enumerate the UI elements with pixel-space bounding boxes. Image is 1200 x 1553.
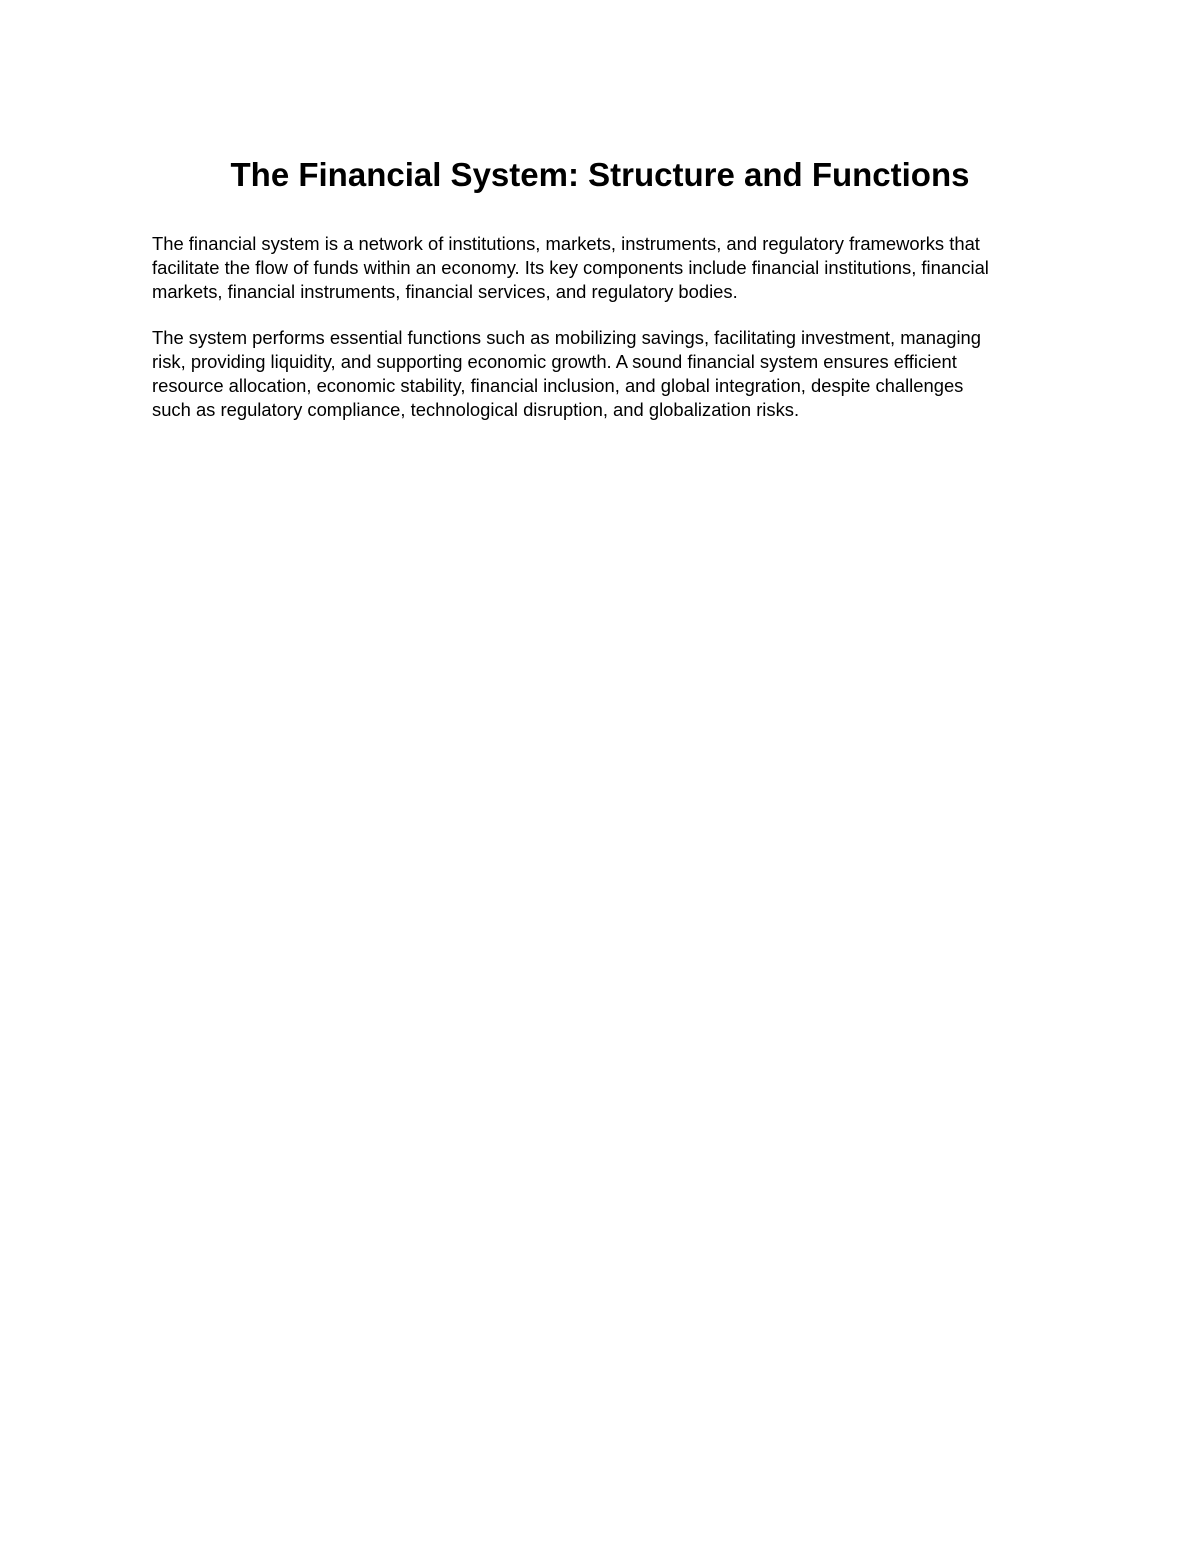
paragraph-line: markets, financial instruments, financial services, and regulatory bodies.: [152, 281, 738, 302]
paragraph-line: resource allocation, economic stability, financial inclusion, and global integration, despite challenges: [152, 375, 964, 396]
document-title: The Financial System: Structure and Functions: [230, 156, 970, 193]
paragraph-financial-system-definition: [152, 232, 1057, 304]
paragraph-line: The financial system is a network of institutions, markets, instruments, and regulatory frameworks that: [152, 233, 980, 254]
paragraph-line: risk, providing liquidity, and supporting economic growth. A sound financial system ensures efficient: [152, 351, 957, 372]
paragraph-line: such as regulatory compliance, technological disruption, and globalization risks.: [152, 399, 800, 420]
paragraph-line: The system performs essential functions such as mobilizing savings, facilitating investment, managing: [152, 327, 981, 348]
paragraph-line: facilitate the flow of funds within an economy. Its key components include financial institutions, financial: [152, 257, 989, 278]
paragraph-financial-system-functions: [152, 326, 1057, 422]
